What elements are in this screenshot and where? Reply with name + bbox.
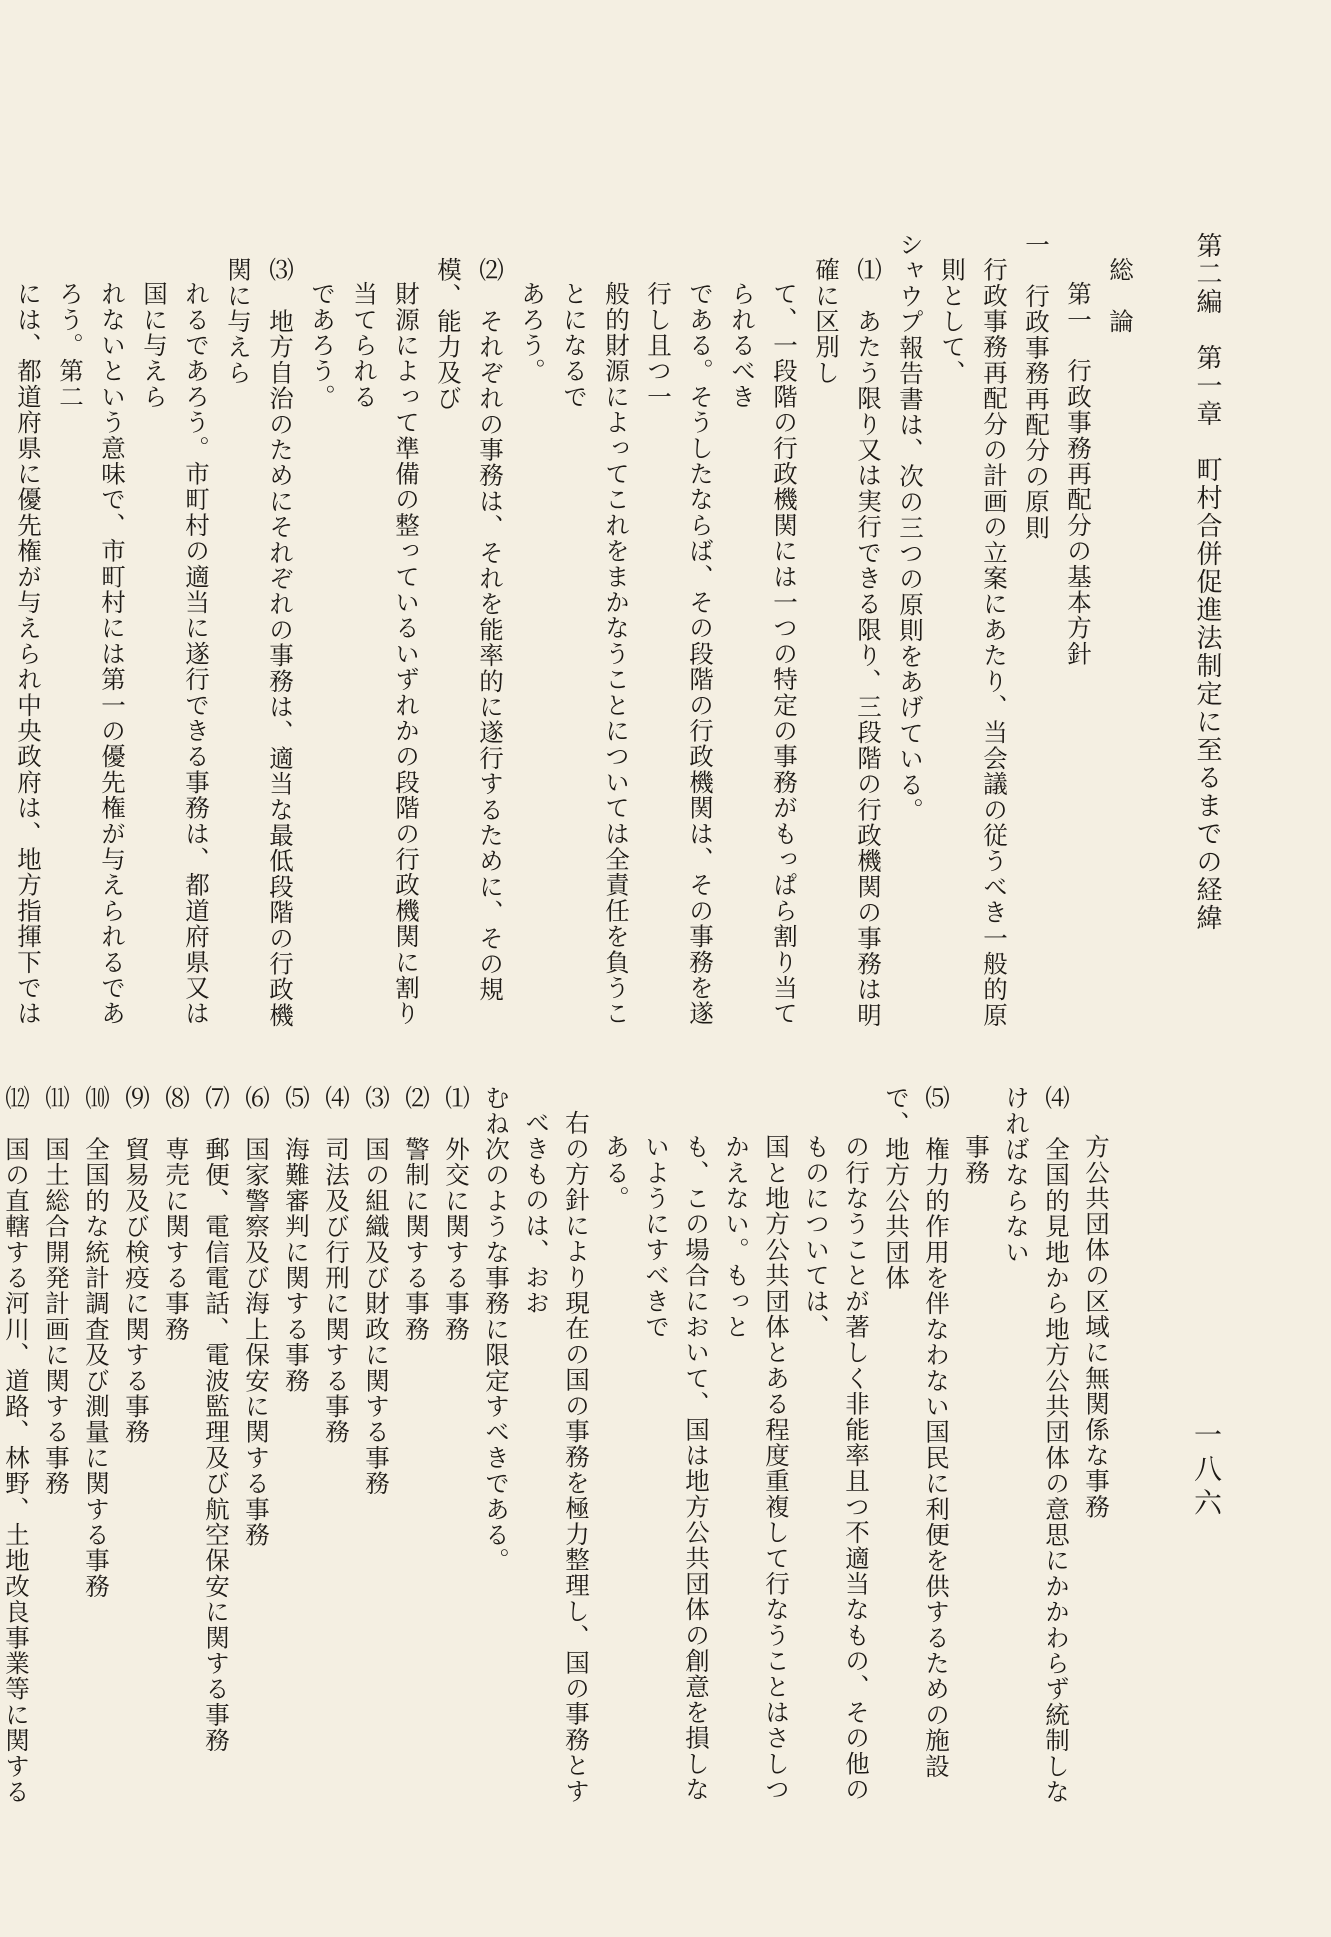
text-column: れないという意味で、市町村には第一の優先権が与えられるであろう。第二 bbox=[56, 281, 127, 1027]
page-number: 一八六 bbox=[1190, 1420, 1223, 1522]
text-column: ある。 bbox=[602, 1134, 631, 1212]
text-column: ⑽ 全国的な統計調査及び測量に関する事務 bbox=[82, 1085, 111, 1599]
text-column: ⑹ 国家警察及び海上保安に関する事務 bbox=[242, 1085, 271, 1548]
text-column: ⑵ 警制に関する事務 bbox=[402, 1085, 431, 1342]
text-column: 総 論 bbox=[1106, 256, 1135, 334]
text-column: ⑼ 貿易及び検疫に関する事務 bbox=[122, 1085, 151, 1445]
text-column: 般的財源によってこれをまかなうことについては全責任を負うことになるで bbox=[560, 281, 631, 1027]
text-column: も、この場合において、国は地方公共団体の創意を損しないようにすべきで bbox=[642, 1134, 711, 1803]
text-column: ⑻ 専売に関する事務 bbox=[162, 1085, 191, 1342]
text-column: ⑸ 海難審判に関する事務 bbox=[282, 1085, 311, 1394]
text-column: ⑴ あたう限り又は実行できる限り、三段階の行政機関の事務は明確に区別し bbox=[812, 256, 883, 1028]
text-column: れるであろう。市町村の適当に遂行できる事務は、都道府県又は国に与えら bbox=[140, 281, 211, 1027]
text-column: 事務 bbox=[962, 1134, 991, 1186]
text-column: 一 行政事務再配分の原則 bbox=[1022, 232, 1051, 541]
text-column: には、都道府県に優先権が与えられ中央政府は、地方指揮下では bbox=[14, 281, 43, 1027]
text-column: ⑾ 国土総合開発計画に関する事務 bbox=[42, 1085, 71, 1497]
text-column: 財源によって準備の整っているいずれかの段階の行政機関に割り当てられる bbox=[350, 281, 421, 1027]
text-column: ⑿ 国の直轄する河川、道路、林野、土地改良事業等に関する bbox=[2, 1085, 31, 1805]
text-column: 国と地方公共団体とある程度重複して行なうことはさしつかえない。もっと bbox=[722, 1134, 791, 1803]
text-column: ⑺ 郵便、電信電話、電波監理及び航空保安に関する事務 bbox=[202, 1085, 231, 1754]
text-column: あろう。 bbox=[518, 281, 547, 384]
lower-text-block bbox=[2, 1085, 1116, 1825]
upper-text-block bbox=[14, 232, 1141, 1032]
running-header: 第二編 第一章 町村合併促進法制定に至るまでの経緯 bbox=[1192, 232, 1222, 932]
text-column: むね次のような事務に限定すべきである。 bbox=[482, 1085, 511, 1574]
text-column: 行政事務再配分の計画の立案にあたり、当会議の従うべき一般的原則として、 bbox=[938, 256, 1009, 1028]
text-column: 第一 行政事務再配分の基本方針 bbox=[1064, 281, 1093, 667]
text-column: 方公共団体の区域に無関係な事務 bbox=[1082, 1134, 1111, 1520]
text-column: であろう。 bbox=[308, 281, 337, 410]
text-column: ⑴ 外交に関する事務 bbox=[442, 1085, 471, 1342]
text-column: ⑶ 国の組織及び財政に関する事務 bbox=[362, 1085, 391, 1497]
text-column: ⑷ 全国的見地から地方公共団体の意思にかかわらず統制しなければならない bbox=[1002, 1085, 1071, 1805]
text-column: て、一段階の行政機関には一つの特定の事務がもっぱら割り当てられるべき bbox=[728, 281, 799, 1027]
text-column: の行なうことが著しく非能率且つ不適当なもの、その他のものについては、 bbox=[802, 1134, 871, 1803]
text-column: ⑶ 地方自治のためにそれぞれの事務は、適当な最低段階の行政機関に与えら bbox=[224, 256, 295, 1028]
text-column: である。そうしたならば、その段階の行政機関は、その事務を遂行し且つ一 bbox=[644, 281, 715, 1027]
text-column: ⑸ 権力的作用を伴なわない国民に利便を供するための施設で、地方公共団体 bbox=[882, 1085, 951, 1779]
text-column: ⑵ それぞれの事務は、それを能率的に遂行するために、その規模、能力及び bbox=[434, 256, 505, 1002]
text-column: シャウプ報告書は、次の三つの原則をあげている。 bbox=[896, 232, 925, 824]
text-column: 右の方針により現在の国の事務を極力整理し、国の事務とすべきものは、おお bbox=[522, 1109, 591, 1804]
text-column: ⑷ 司法及び行刑に関する事務 bbox=[322, 1085, 351, 1445]
